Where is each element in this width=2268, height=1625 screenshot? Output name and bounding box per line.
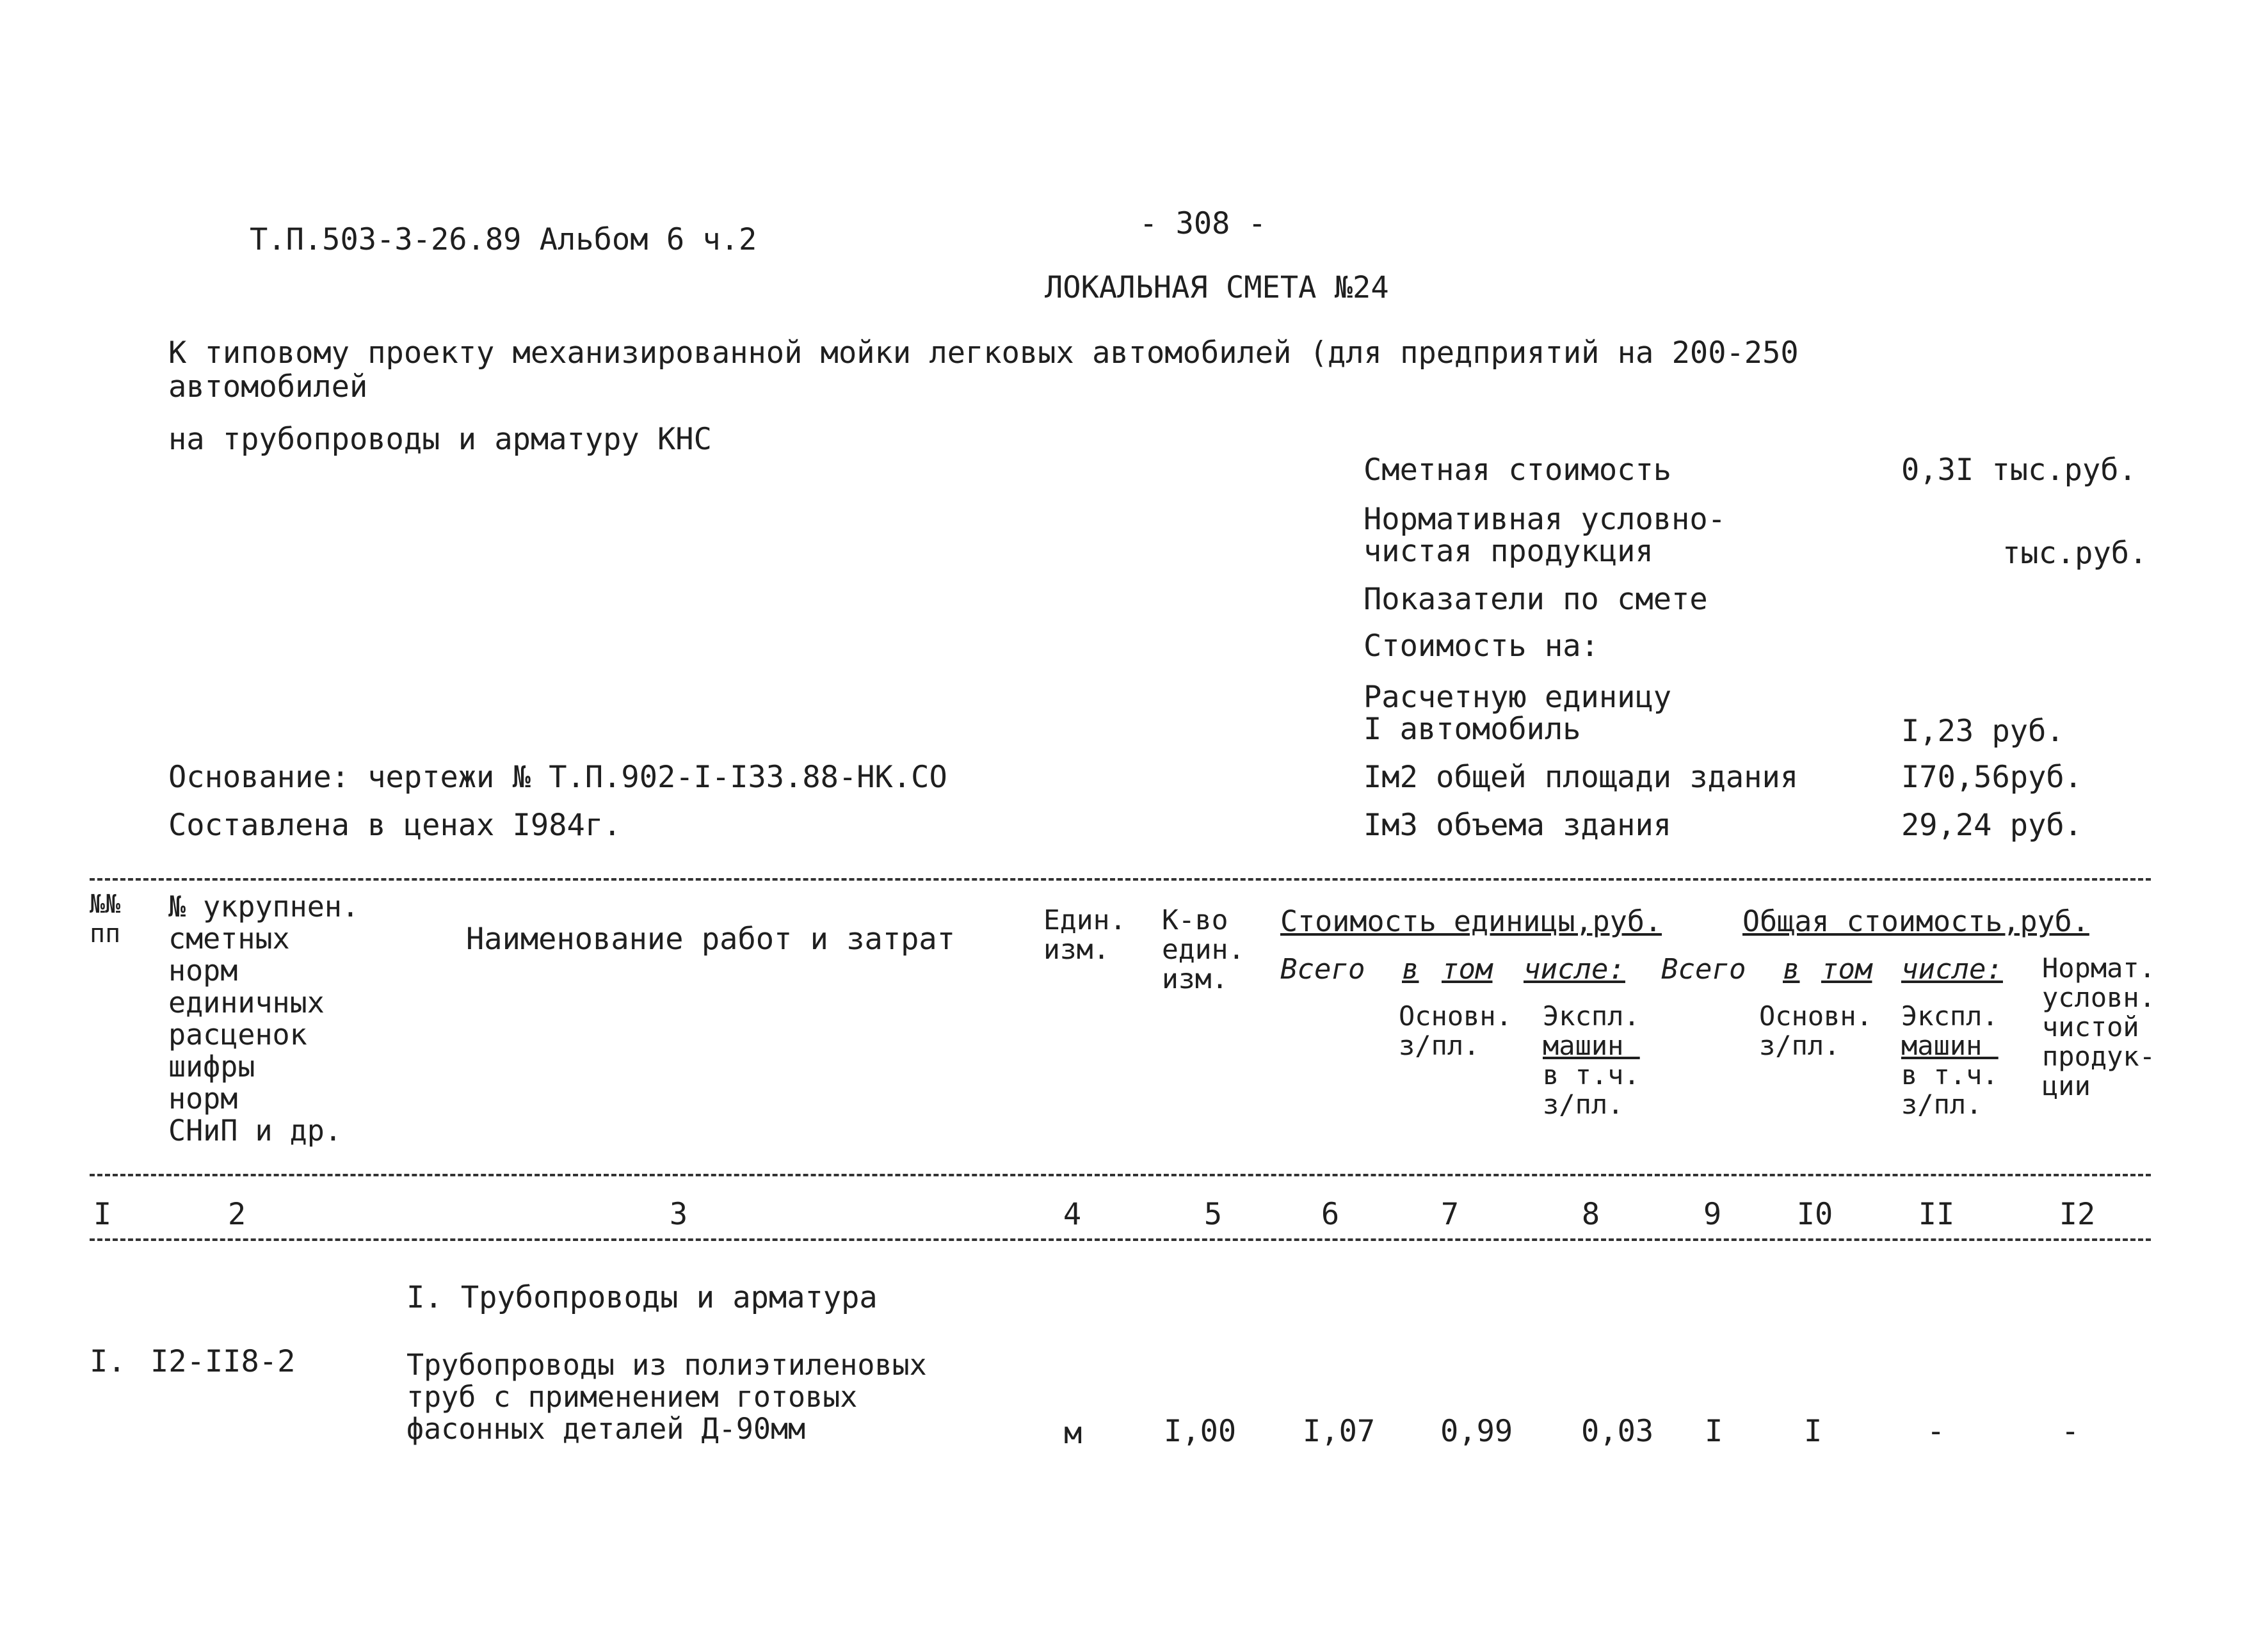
header-total-incl-b: том	[1821, 953, 1872, 986]
column-number-1: I	[93, 1197, 112, 1232]
header-total-incl-c: числе:	[1901, 953, 2003, 986]
header-total-machine-wage: з/пл.	[1901, 1089, 1982, 1120]
page-number: - 308 -	[1139, 206, 1267, 241]
column-number-8: 8	[1581, 1197, 1600, 1232]
row-work-name: Трубопроводы из полиэтиленовых труб с применением готовых фасонных деталей Д-90мм	[406, 1348, 927, 1446]
normative-product-label-line1: Нормативная условно-	[1363, 502, 1726, 537]
header-unit-basic-wage: Основн. з/пл.	[1399, 1000, 1513, 1061]
header-unit-incl-a: в	[1402, 953, 1419, 986]
normative-product-label-line2: чистая продукция	[1363, 534, 1653, 569]
column-number-2: 2	[227, 1197, 246, 1232]
section-title: I. Трубопроводы и арматура	[406, 1280, 878, 1315]
estimate-subject: на трубопроводы и арматуру КНС	[168, 422, 712, 457]
header-col-number: №№ пп	[90, 890, 121, 949]
area-cost-label: Iм2 общей площади здания	[1363, 760, 1799, 795]
estimate-basis: Основание: чертежи № Т.П.902-I-I33.88-НК.СО	[168, 760, 947, 795]
row-quantity: I,00	[1164, 1414, 1237, 1449]
header-unit-incl-c: числе:	[1524, 953, 1625, 986]
header-total-cost-group: Общая стоимость,руб.	[1742, 904, 2089, 938]
header-col-quantity: К-во един. изм.	[1162, 904, 1245, 995]
header-normative-product: Нормат. условн. чистой продук- ции	[2042, 952, 2156, 1101]
header-unit-total: Всего	[1280, 953, 1365, 986]
volume-cost-value: 29,24 руб.	[1901, 808, 2082, 843]
header-total-incl-a: в	[1783, 953, 1800, 986]
estimated-cost-label: Сметная стоимость	[1363, 452, 1672, 488]
estimated-cost-value: 0,3I тыс.руб.	[1901, 452, 2137, 488]
header-unit-machine-wage: з/пл.	[1543, 1089, 1624, 1120]
table-rule-top	[90, 878, 2151, 881]
row-unit: м	[1064, 1416, 1082, 1451]
header-total-machine-top: Экспл.	[1901, 1000, 1999, 1032]
volume-cost-label: Iм3 объема здания	[1363, 808, 1672, 843]
row-unit-basic-wage: 0,99	[1440, 1414, 1513, 1449]
row-total-machine: -	[1927, 1414, 1945, 1449]
column-number-12: I2	[2059, 1197, 2096, 1232]
page-title: ЛОКАЛЬНАЯ СМЕТА №24	[1045, 270, 1389, 305]
table-rule-header-bottom	[90, 1174, 2151, 1176]
project-description-line2: автомобилей	[168, 369, 368, 404]
header-total-machine-mid: машин	[1901, 1030, 1982, 1061]
header-unit-incl-b: том	[1442, 953, 1493, 986]
column-number-6: 6	[1321, 1197, 1340, 1232]
row-total: I	[1705, 1414, 1723, 1449]
unit-cost-value: I,23 руб.	[1901, 714, 2064, 749]
header-unit-machine-top: Экспл.	[1543, 1000, 1640, 1032]
header-col-name: Наименование работ и затрат	[466, 922, 956, 957]
column-number-3: 3	[669, 1197, 688, 1232]
header-unit-machine-incl: в т.ч.	[1543, 1059, 1640, 1091]
header-total-basic-wage: Основн. з/пл.	[1759, 1000, 1873, 1061]
row-normative-product: -	[2061, 1414, 2080, 1449]
document-reference: Т.П.503-3-26.89 Альбом 6 ч.2	[250, 222, 757, 257]
column-number-5: 5	[1203, 1197, 1223, 1232]
row-total-basic-wage: I	[1804, 1414, 1822, 1449]
area-cost-value: I70,56руб.	[1901, 760, 2082, 795]
unit-cost-label-line2: I автомобиль	[1363, 712, 1581, 747]
header-unit-machine-mid: машин	[1543, 1030, 1624, 1061]
column-number-10: I0	[1796, 1197, 1833, 1232]
column-number-9: 9	[1703, 1197, 1722, 1232]
row-unit-total: I,07	[1303, 1414, 1376, 1449]
row-number: I.	[90, 1344, 126, 1379]
unit-cost-label-line1: Расчетную единицу	[1363, 680, 1672, 715]
header-unit-cost-group: Стоимость единицы,руб.	[1280, 904, 1662, 938]
project-description-line1: К типовому проекту механизированной мойки легковых автомобилей (для предприятий на 200-250	[168, 335, 1799, 371]
header-col-code: № укрупнен. сметных норм единичных расценок шифры норм СНиП и др.	[168, 890, 360, 1148]
estimate-price-base: Составлена в ценах I984г.	[168, 808, 622, 843]
table-rule-numbers-bottom	[90, 1238, 2151, 1241]
row-unit-machine: 0,03	[1581, 1414, 1654, 1449]
column-number-11: II	[1918, 1197, 1955, 1232]
column-number-7: 7	[1440, 1197, 1460, 1232]
normative-product-value: тыс.руб.	[2002, 536, 2148, 571]
header-col-unit: Един. изм.	[1043, 904, 1127, 966]
column-number-4: 4	[1063, 1197, 1082, 1232]
cost-for-label: Стоимость на:	[1363, 628, 1599, 664]
header-total-machine-incl: в т.ч.	[1901, 1059, 1999, 1091]
indicators-label: Показатели по смете	[1363, 582, 1708, 617]
row-code: I2-II8-2	[150, 1344, 296, 1379]
header-total-total: Всего	[1661, 953, 1746, 986]
